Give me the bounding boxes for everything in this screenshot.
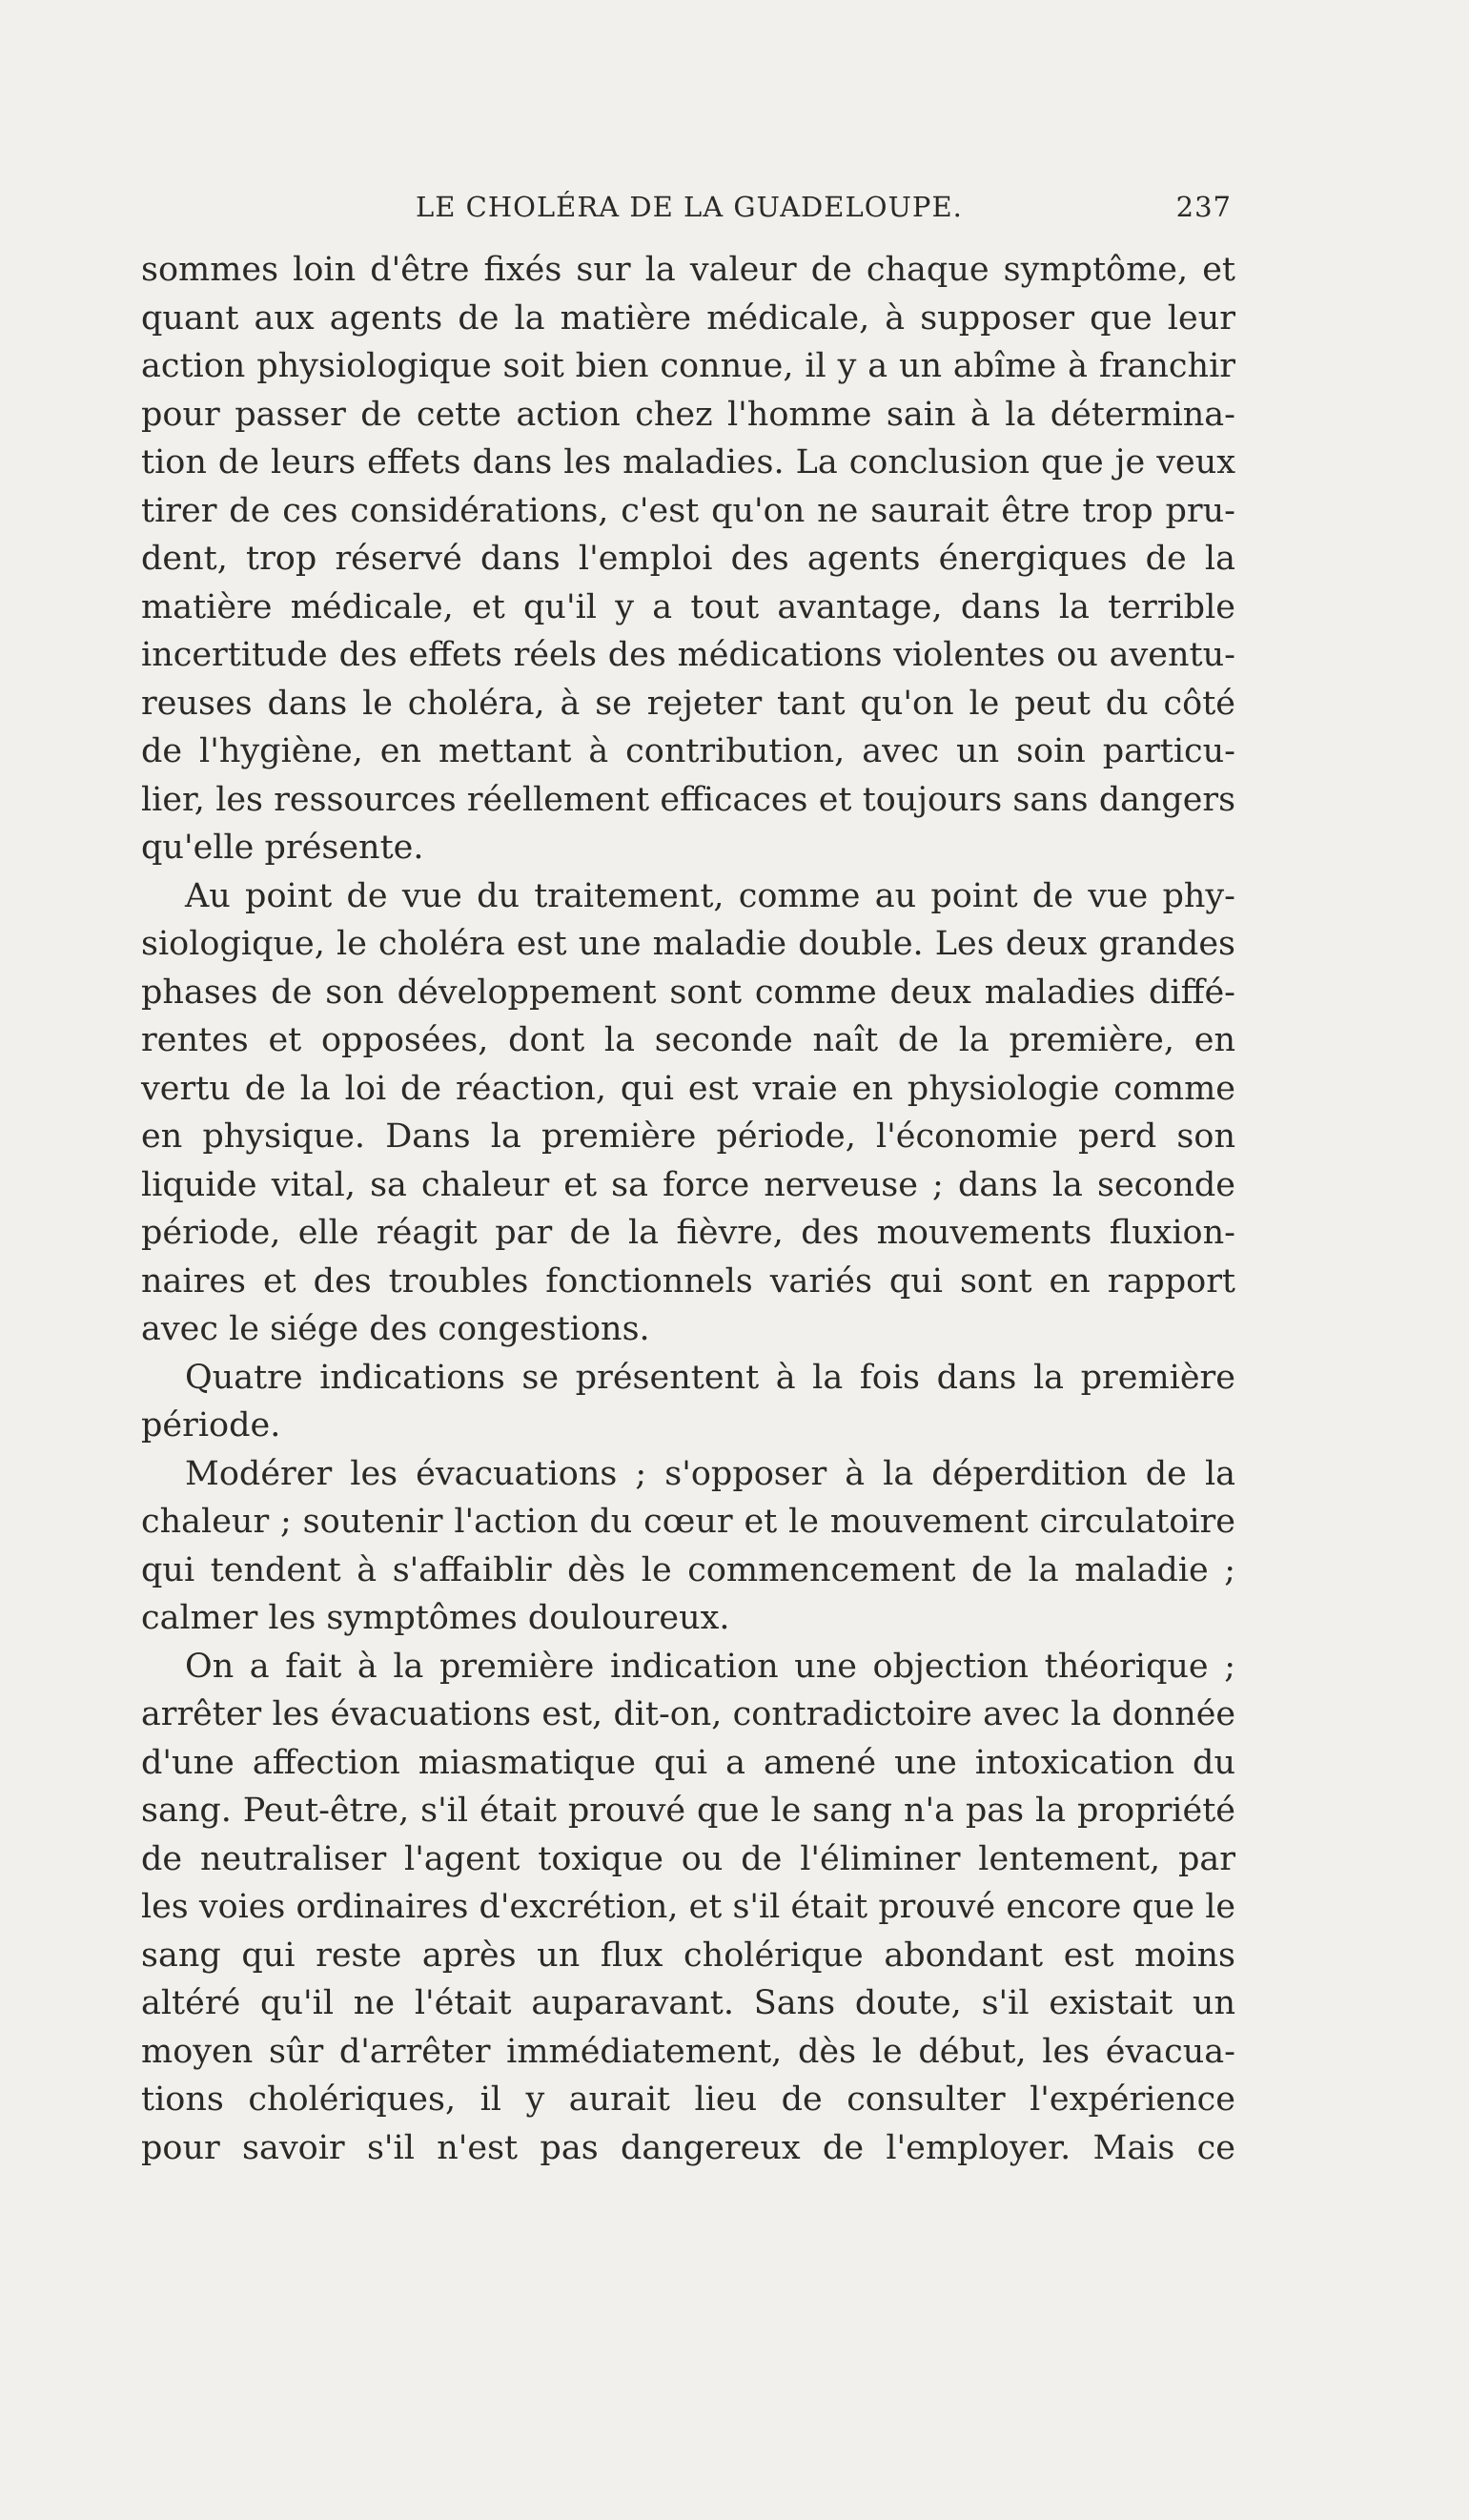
text-line: matière médicale, et qu'il y a tout avantage, dans la terrible (141, 587, 1235, 626)
text-line: tions cholériques, il y aurait lieu de consulter l'expérience (141, 2080, 1235, 2119)
text-line: pour passer de cette action chez l'homme sain à la détermina- (141, 395, 1235, 434)
text-line: incertitude des effets réels des médications violentes ou aventu- (141, 636, 1235, 674)
text-line: On a fait à la première indication une objection théorique ; (185, 1647, 1235, 1686)
text-line: phases de son développement sont comme deux maladies diffé- (141, 973, 1235, 1012)
text-line: moyen sûr d'arrêter immédiatement, dès le début, les évacua- (141, 2032, 1235, 2071)
text-line: arrêter les évacuations est, dit-on, contradictoire avec la donnée (141, 1695, 1235, 1733)
text-line: de neutraliser l'agent toxique ou de l'éliminer lentement, par (141, 1839, 1235, 1878)
text-line: qui tendent à s'affaiblir dès le commencement de la maladie ; (141, 1550, 1235, 1589)
page-number: 237 (1175, 191, 1232, 223)
text-line: vertu de la loi de réaction, qui est vraie en physiologie comme (141, 1069, 1235, 1108)
text-line: Modérer les évacuations ; s'opposer à la déperdition de la (185, 1454, 1235, 1493)
body-text (141, 246, 1235, 2172)
text-line: naires et des troubles fonctionnels variés qui sont en rapport (141, 1261, 1235, 1301)
text-line: tion de leurs effets dans les maladies. La conclusion que je veux (141, 443, 1235, 481)
text-line: sang. Peut-être, s'il était prouvé que le sang n'a pas la propriété (141, 1792, 1235, 1830)
text-line: quant aux agents de la matière médicale, à supposer que leur (141, 298, 1235, 338)
text-line: période, elle réagit par de la fièvre, des mouvements fluxion- (141, 1214, 1235, 1252)
page-header (416, 191, 1232, 238)
text-line: dent, trop réservé dans l'emploi des agents énergiques de la (141, 540, 1235, 578)
running-title: LE CHOLÉRA DE LA GUADELOUPE. (416, 191, 963, 223)
text-line: rentes et opposées, dont la seconde naît de la première, en (141, 1021, 1235, 1059)
text-line: tirer de ces considérations, c'est qu'on ne saurait être trop pru- (141, 491, 1235, 530)
text-line: pour savoir s'il n'est pas dangereux de l'employer. Mais ce (141, 2128, 1235, 2167)
text-line: période. (141, 1406, 281, 1444)
text-line: avec le siége des congestions. (141, 1310, 650, 1348)
text-line: lier, les ressources réellement efficaces et toujours sans dangers (141, 780, 1235, 819)
text-line: reuses dans le choléra, à se rejeter tant qu'on le peut du côté (141, 684, 1235, 723)
text-line: en physique. Dans la première période, l'économie perd son (141, 1117, 1235, 1156)
text-line: qu'elle présente. (141, 829, 424, 867)
text-line: altéré qu'il ne l'était auparavant. Sans doute, s'il existait un (141, 1984, 1235, 2022)
text-line: action physiologique soit bien connue, il y a un abîme à franchir (141, 347, 1235, 385)
text-line: siologique, le choléra est une maladie double. Les deux grandes (141, 925, 1235, 963)
text-line: Au point de vue du traitement, comme au point de vue phy- (185, 876, 1235, 915)
text-line: liquide vital, sa chaleur et sa force nerveuse ; dans la seconde (141, 1165, 1235, 1204)
text-line: chaleur ; soutenir l'action du cœur et le mouvement circulatoire (141, 1503, 1235, 1541)
text-line: les voies ordinaires d'excrétion, et s'il était prouvé encore que le (141, 1888, 1235, 1926)
text-line: Quatre indications se présentent à la fois dans la première (185, 1358, 1235, 1397)
text-line: sang qui reste après un flux cholérique abondant est moins (141, 1936, 1235, 1975)
text-line: calmer les symptômes douloureux. (141, 1599, 730, 1637)
text-line: sommes loin d'être fixés sur la valeur de chaque symptôme, et (141, 251, 1235, 289)
text-line: d'une affection miasmatique qui a amené une intoxication du (141, 1743, 1235, 1782)
text-line: de l'hygiène, en mettant à contribution, avec un soin particu- (141, 732, 1235, 770)
